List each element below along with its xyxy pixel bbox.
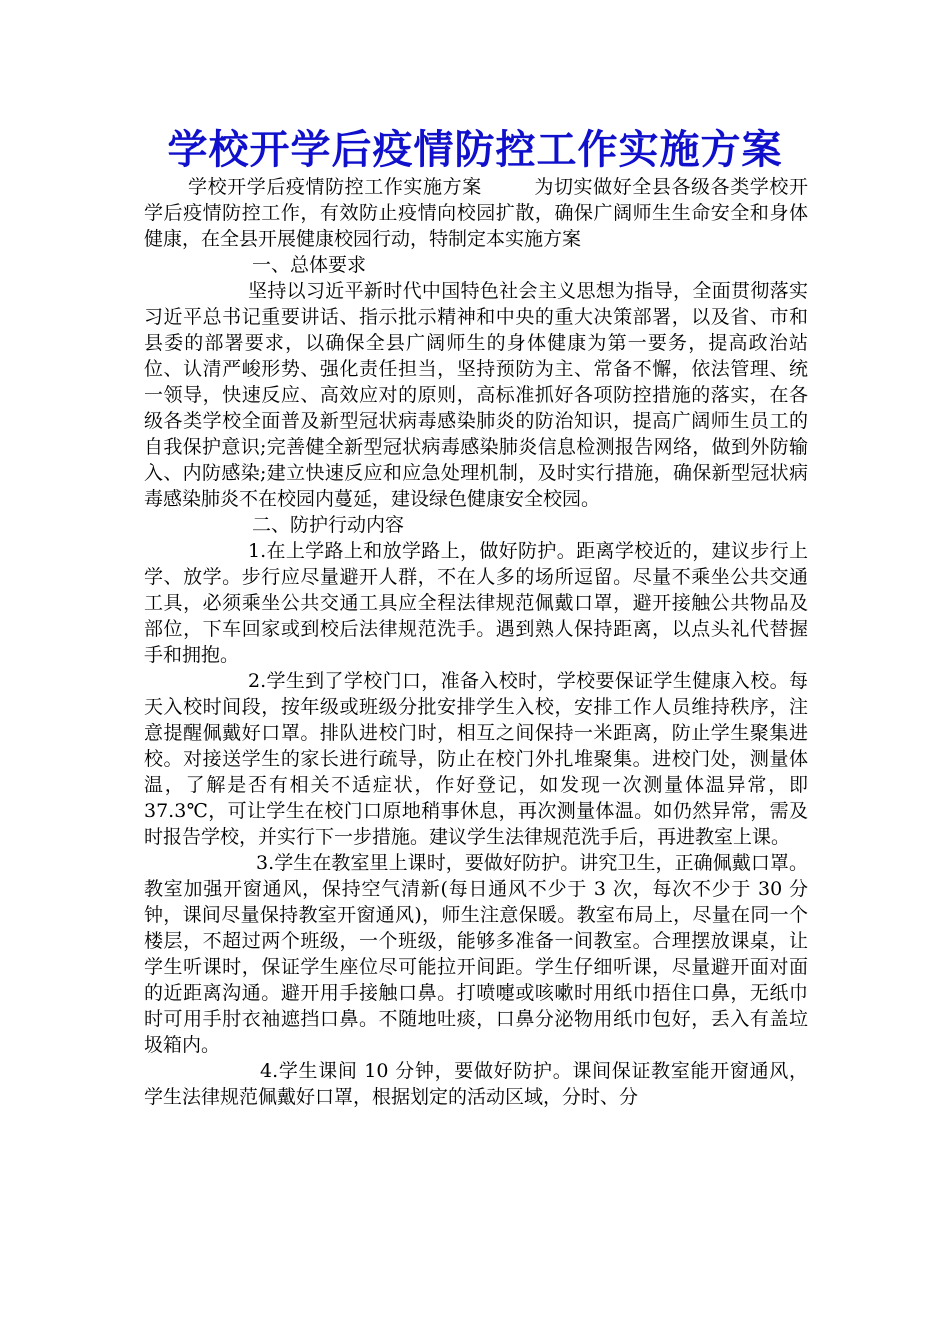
section-heading-general-requirements: 一、总体要求 bbox=[252, 254, 367, 276]
intro-paragraph bbox=[144, 174, 808, 252]
protective-item-1: 1.在上学路上和放学路上，做好防护。距离学校近的，建议步行上学、放学。步行应尽量避开人群，不在人多的场所逗留。尽量不乘坐公共交通工具，必须乘坐公共交通工具应全程法律规范佩戴口罩，避开接触公共物品及部位，下车回家或到校后法律规范洗手。遇到熟人保持距离，以点头礼代替握手和拥抱。 bbox=[144, 540, 808, 666]
intro-lead: 学校开学后疫情防控工作实施方案 bbox=[188, 176, 482, 198]
general-requirements-paragraph: 坚持以习近平新时代中国特色社会主义思想为指导，全面贯彻落实习近平总书记重要讲话、指示批示精神和中央的重大决策部署，以及省、市和县委的部署要求，以确保全县广阔师生的身体健康为第一要务，提高政治站位、认清严峻形势、强化责任担当，坚持预防为主、常备不懈，依法管理、统一领导，快速反应、高效应对的原则，高标准抓好各项防控措施的落实，在各级各类学校全面普及新型冠状病毒感染肺炎的防治知识，提高广阔师生员工的自我保护意识;完善健全新型冠状病毒感染肺炎信息检测报告网络，做到外防输入、内防感染;建立快速反应和应急处理机制，及时实行措施，确保新型冠状病毒感染肺炎不在校园内蔓延，建设绿色健康安全校园。 bbox=[144, 280, 808, 510]
protective-item-4: 4.学生课间 10 分钟，要做好防护。课间保证教室能开窗通风，学生法律规范佩戴好口罩，根据划定的活动区域，分时、分 bbox=[144, 1060, 808, 1108]
section-heading-protective-actions: 二、防护行动内容 bbox=[252, 514, 405, 536]
protective-item-3: 3.学生在教室里上课时，要做好防护。讲究卫生，正确佩戴口罩。教室加强开窗通风，保持空气清新(每日通风不少于 3 次，每次不少于 30 分钟，课间尽量保持教室开窗通风)，师生注意保暖。教室布局上，尽量在同一个楼层，不超过两个班级，一个班级，能够多准备一间教室。合理摆放课桌，让学生听课时，保证学生座位尽可能拉开间距。学生仔细听课，尽量避开面对面的近距离沟通。避开用手接触口鼻。打喷嚏或咳嗽时用纸巾捂住口鼻，无纸巾时可用手肘衣袖遮挡口鼻。不随地吐痰，口鼻分泌物用纸巾包好，丢入有盖垃圾箱内。 bbox=[144, 852, 808, 1056]
document-body bbox=[144, 174, 808, 1110]
document-title: 学校开学后疫情防控工作实施方案 bbox=[167, 126, 783, 173]
intro-text: 为切实做好全县各级各类学校开学后疫情防控工作，有效防止疫情向校园扩散，确保广阔师生生命安全和身体健康，在全县开展健康校园行动，特制定本实施方案 bbox=[144, 176, 808, 250]
protective-item-2: 2.学生到了学校门口，准备入校时，学校要保证学生健康入校。每天入校时间段，按年级或班级分批安排学生入校，安排工作人员维持秩序，注意提醒佩戴好口罩。排队进校门时，相互之间保持一米距离，防止学生聚集进校。对接送学生的家长进行疏导，防止在校门外扎堆聚集。进校门处，测量体温，了解是否有相关不适症状，作好登记，如发现一次测量体温异常，即 37.3℃，可让学生在校门口原地稍事休息，再次测量体温。如仍然异常，需及时报告学校，并实行下一步措施。建议学生法律规范洗手后，再进教室上课。 bbox=[144, 670, 808, 848]
